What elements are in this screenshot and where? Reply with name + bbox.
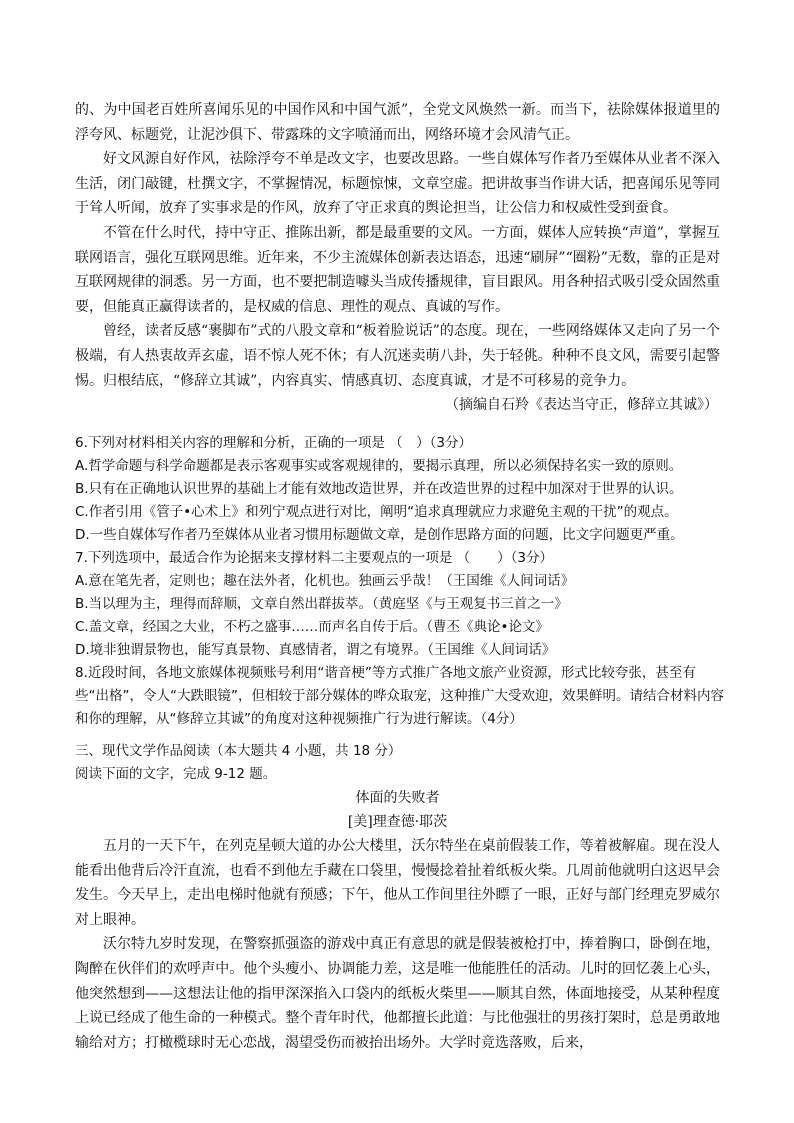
option-7d: D.境非独谓景物也，能写真景物、真感情者，谓之有境界。（王国维《人间词话》 [75, 642, 556, 658]
paragraph: 沃尔特九岁时发现，在警察抓强盗的游戏中真正有意思的就是假装被枪打中，捧着胸口，卧倒在地，陶醉在伙伴们的欢呼声中。他个头瘦小、协调能力差，这是唯一他能胜任的活动。儿时的回忆袭上心头，他突然想到——这想法让他的指甲深深掐入口袋内的纸板火柴里——顺其自然，体面地接受，从某种程度上说已经成了他生命的一种模式。整个青年时代，他都擅长此道：与比他强壮的男孩打架时，总是勇敢地输给对方；打橄榄球时无心恋战，渴望受伤而被抬出场外。大学时竞选落败，后来， [75, 936, 720, 1051]
option-7b: B.当以理为主，理得而辞顺，文章自然出群拔萃。（黄庭坚《与王观复书三首之一》 [75, 596, 568, 612]
questions-block [75, 432, 725, 731]
paragraph: 的、为中国老百姓所喜闻乐见的中国作风和中国气派”，全党文风焕然一新。而当下，祛除媒体报道里的浮夸风、标题党，让泥沙俱下、带露珠的文字喷涌而出，网络环境才会风清气正。 [75, 102, 720, 143]
story-title: 体面的失败者 [355, 790, 440, 806]
paragraph: 不管在什么时代，持中守正、推陈出新，都是最重要的文风。一方面，媒体人应转换“声道”，掌握互联网语言，强化互联网思维。近年来，不少主流媒体创新表达语态，迅速“刷屏”“圈粉”无数，靠的正是对互联网规律的洞悉。另一方面，也不要把制造噱头当成传播规律，盲目跟风。用各种招式吸引受众固然重要，但能真正赢得读者的，是权威的信息、理性的观点、真诚的写作。 [75, 224, 720, 315]
paragraph: 曾经，读者反感“裹脚布”式的八股文章和“板着脸说话”的态度。现在，一些网络媒体又走向了另一个极端，有人热衷故弄玄虚，语不惊人死不休；有人沉迷卖萌八卦，失于轻佻。种种不良文风，需要引起警惕。归根结底，“修辞立其诚”，内容真实、情感真切、态度真诚，才是不可移易的竞争力。 [75, 323, 720, 389]
paragraph: 五月的一天下午，在列克星顿大道的办公大楼里，沃尔特坐在桌前假装工作，等着被解雇。现在没人能看出他背后冷汗直流，也看不到他左手藏在口袋里，慢慢捻着扯着纸板火柴。几周前他就明白这迟早会发生。今天早上，走出电梯时他就有预感；下午，他从工作间里往外瞟了一眼，正好与部门经理克罗威尔对上眼神。 [75, 838, 720, 928]
section-instruction: 阅读下面的文字，完成 9-12 题。 [75, 766, 277, 782]
option-6a: A.哲学命题与科学命题都是表示客观事实或客观规律的，要揭示真理，所以必须保持名实一致的原则。 [75, 458, 683, 474]
passage-material-2 [75, 98, 720, 417]
option-6b: B.只有在正确地认识世界的基础上才能有效地改造世界，并在改造世界的过程中加深对于世界的认识。 [75, 481, 683, 497]
question-8: 8.近段时间，各地文旅媒体视频账号利用“谐音梗”等方式推广各地文旅产业资源，形式比较夸张，甚至有些“出格”，令人“大跌眼镜”，但相较于部分媒体的哗众取宠，这种推广大受欢迎，效果鲜明。请结合材料内容和你的理解，从“修辞立其诚”的角度对这种视频推广行为进行解读。（4分） [75, 665, 724, 727]
option-7a: A.意在笔先者，定则也；趣在法外者，化机也。独画云乎哉！（王国维《人间词话》 [75, 573, 575, 589]
story-author: [美]理查德·耶茨 [347, 814, 448, 830]
section-heading: 三、现代文学作品阅读（本大题共 4 小题，共 18 分） [75, 743, 402, 759]
option-6c: C.作者引用《管子•心术上》和列宁观点进行对比，阐明“追求真理就应力求避免主观的干扰”的观点。 [75, 504, 678, 520]
question-6: 6.下列对材料相关内容的理解和分析，正确的一项是 （ ）（3分） [75, 435, 473, 451]
option-7c: C.盖文章，经国之大业，不朽之盛事……而声名自传于后。（曹丕《典论•论文》 [75, 619, 549, 635]
paragraph: 好文风源自好作风，祛除浮夸不单是改文字，也要改思路。一些自媒体写作者乃至媒体从业者不深入生活，闭门敲键，杜撰文字，不掌握情况，标题惊悚，文章空虚。把讲故事当作讲大话，把喜闻乐见等同于耸人听闻，放弃了实事求是的作风，放弃了守正求真的舆论担当，让公信力和权威性受到蚕食。 [75, 151, 720, 217]
source-citation: （摘编自石羚《表达当守正，修辞立其诚》） [445, 397, 718, 414]
option-6d: D.一些自媒体写作者乃至媒体从业者习惯用标题做文章，是创作思路方面的问题，比文字问题更严重。 [75, 527, 684, 543]
question-7: 7.下列选项中，最适合作为论据来支撑材料二主要观点的一项是 （ ）（3分） [75, 550, 554, 566]
section-3 [75, 740, 720, 1055]
